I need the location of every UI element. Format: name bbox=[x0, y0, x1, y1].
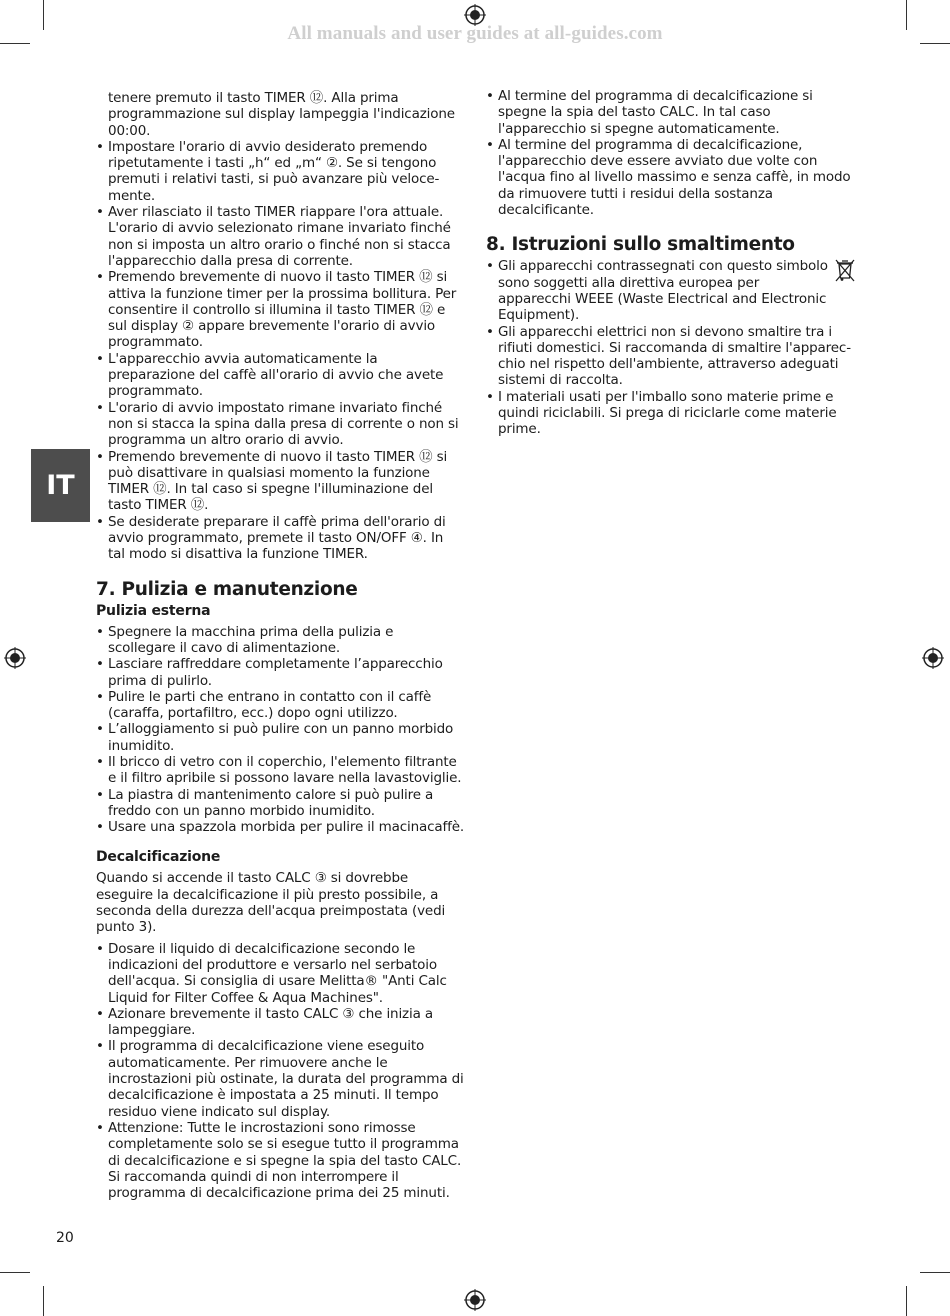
timer-list bbox=[96, 139, 464, 563]
page-number: 20 bbox=[56, 1230, 74, 1246]
list-item: • Spegnere la macchina prima della pulizia e scollegare il cavo di alimentazione. bbox=[96, 624, 464, 657]
cleaning-list bbox=[96, 624, 464, 836]
list-item: • Premendo brevemente di nuovo il tasto TIMER ⑫ si attiva la funzione timer per la prossima bollitura. Per consentire il controllo si illumina il tasto TIMER ⑫ e sul display ② appare brevemente l'orario di avvio programmato. bbox=[96, 269, 464, 350]
disposal-text: Gli apparecchi contrassegnati con questo simbolo sono soggetti alla direttiva europea per apparecchi WEEE (Waste Electrical and Electronic Equipment). bbox=[498, 258, 828, 324]
list-item: • Se desiderate preparare il caffè prima dell'orario di avvio programmato, premete il tasto ON/OFF ④. In tal modo si disattiva la funzione TIMER. bbox=[96, 514, 464, 563]
list-item: • Gli apparecchi elettrici non si devono smaltire tra i rifiuti domestici. Si raccomanda di smaltire l'apparec-chio nel rispetto dell'ambiente, attraverso adeguati sistemi di raccolta. bbox=[486, 324, 858, 389]
right-column bbox=[486, 88, 858, 438]
list-item: • Pulire le parti che entrano in contatto con il caffè (caraffa, portafiltro, ecc.) dopo ogni utilizzo. bbox=[96, 689, 464, 722]
list-item: • Azionare brevemente il tasto CALC ③ che inizia a lampeggiare. bbox=[96, 1006, 464, 1039]
list-item: • L’alloggiamento si può pulire con un panno morbido inumidito. bbox=[96, 721, 464, 754]
crop-mark bbox=[0, 1272, 30, 1273]
list-item: • Al termine del programma di decalcificazione si spegne la spia del tasto CALC. In tal caso l'apparecchio si spegne automaticamente. bbox=[486, 88, 858, 137]
crop-mark bbox=[920, 1272, 950, 1273]
list-item bbox=[486, 258, 858, 323]
list-item: • La piastra di mantenimento calore si può pulire a freddo con un panno morbido inumidito. bbox=[96, 787, 464, 820]
list-item: • Il programma di decalcificazione viene eseguito automaticamente. Per rimuovere anche le incrostazioni più ostinate, la durata del programma di decalcificazione è impostata a 25 minuti. Il tempo residuo viene indicato sul display. bbox=[96, 1038, 464, 1119]
watermark: All manuals and user guides at all-guides.com bbox=[287, 23, 663, 44]
list-item: • Premendo brevemente di nuovo il tasto TIMER ⑫ si può disattivare in qualsiasi momento la funzione TIMER ⑫. In tal caso si spegne l'illuminazione del tasto TIMER ⑫. bbox=[96, 449, 464, 514]
descaling-heading: Decalcificazione bbox=[96, 849, 221, 866]
descaling-list bbox=[96, 941, 464, 1202]
descaling-intro: Quando si accende il tasto CALC ③ si dovrebbe eseguire la decalcificazione il più presto possibile, a seconda della durezza dell'acqua preimpostata (vedi punto 3). bbox=[96, 870, 446, 936]
list-item: • Dosare il liquido di decalcificazione secondo le indicazioni del produttore e versarlo nel serbatoio dell'acqua. Si consiglia di usare Melitta® "Anti Calc Liquid for Filter Coffee & Aqua Machines". bbox=[96, 941, 464, 1006]
list-item: • Al termine del programma di decalcificazione, l'apparecchio deve essere avviato due volte con l'acqua fino al livello massimo e senza caffè, in modo da rimuovere tutti i residui della sostanza decalcificante. bbox=[486, 137, 858, 218]
external-cleaning-heading: Pulizia esterna bbox=[96, 602, 211, 619]
list-item: • Impostare l'orario di avvio desiderato premendo ripetutamente i tasti „h“ ed „m“ ②. Se si tengono premuti i relativi tasti, si può avanzare più veloce-mente. bbox=[96, 139, 464, 204]
list-item: • Aver rilasciato il tasto TIMER riappare l'ora attuale. L'orario di avvio selezionato rimane invariato finché non si imposta un altro orario o finché non si stacca l'apparecchio dalla presa di corrente. bbox=[96, 204, 464, 269]
registration-mark-icon bbox=[4, 647, 26, 669]
crossed-out-wheelie-bin-icon bbox=[834, 258, 856, 282]
registration-mark-icon bbox=[464, 1289, 486, 1311]
left-column bbox=[96, 90, 464, 1201]
list-item: • L'apparecchio avvia automaticamente la preparazione del caffè all'orario di avvio che avete programmato. bbox=[96, 351, 464, 400]
section-7-heading: 7. Pulizia e manutenzione bbox=[96, 578, 358, 600]
list-item: • Il bricco di vetro con il coperchio, l'elemento filtrante e il filtro apribile si possono lavare nella lavastoviglie. bbox=[96, 754, 464, 787]
descaling-end-list bbox=[486, 88, 858, 218]
language-tab: IT bbox=[31, 449, 90, 522]
registration-mark-icon bbox=[922, 647, 944, 669]
list-item: • Lasciare raffreddare completamente l’apparecchio prima di pulirlo. bbox=[96, 656, 464, 689]
section-8-heading: 8. Istruzioni sullo smaltimento bbox=[486, 234, 795, 256]
list-item: • Usare una spazzola morbida per pulire il macinacaffè. bbox=[96, 819, 464, 835]
list-item: • L'orario di avvio impostato rimane invariato finché non si stacca la spina dalla presa di corrente o non si programma un altro orario di avvio. bbox=[96, 400, 464, 449]
crop-mark bbox=[43, 1286, 44, 1316]
list-item: • Attenzione: Tutte le incrostazioni sono rimosse completamente solo se si esegue tutto il programma di decalcificazione e si spegne la spia del tasto CALC. Si raccomanda quindi di non interrompere il programma di decalcificazione prima dei 25 minuti. bbox=[96, 1120, 464, 1201]
timer-continuation: tenere premuto il tasto TIMER ⑫. Alla prima programmazione sul display lampeggia l'indicazione 00:00. bbox=[108, 90, 455, 139]
list-item: • I materiali usati per l'imballo sono materie prime e quindi riciclabili. Si prega di riciclarle come materie prime. bbox=[486, 389, 858, 438]
crop-mark bbox=[906, 1286, 907, 1316]
disposal-list bbox=[486, 258, 858, 437]
